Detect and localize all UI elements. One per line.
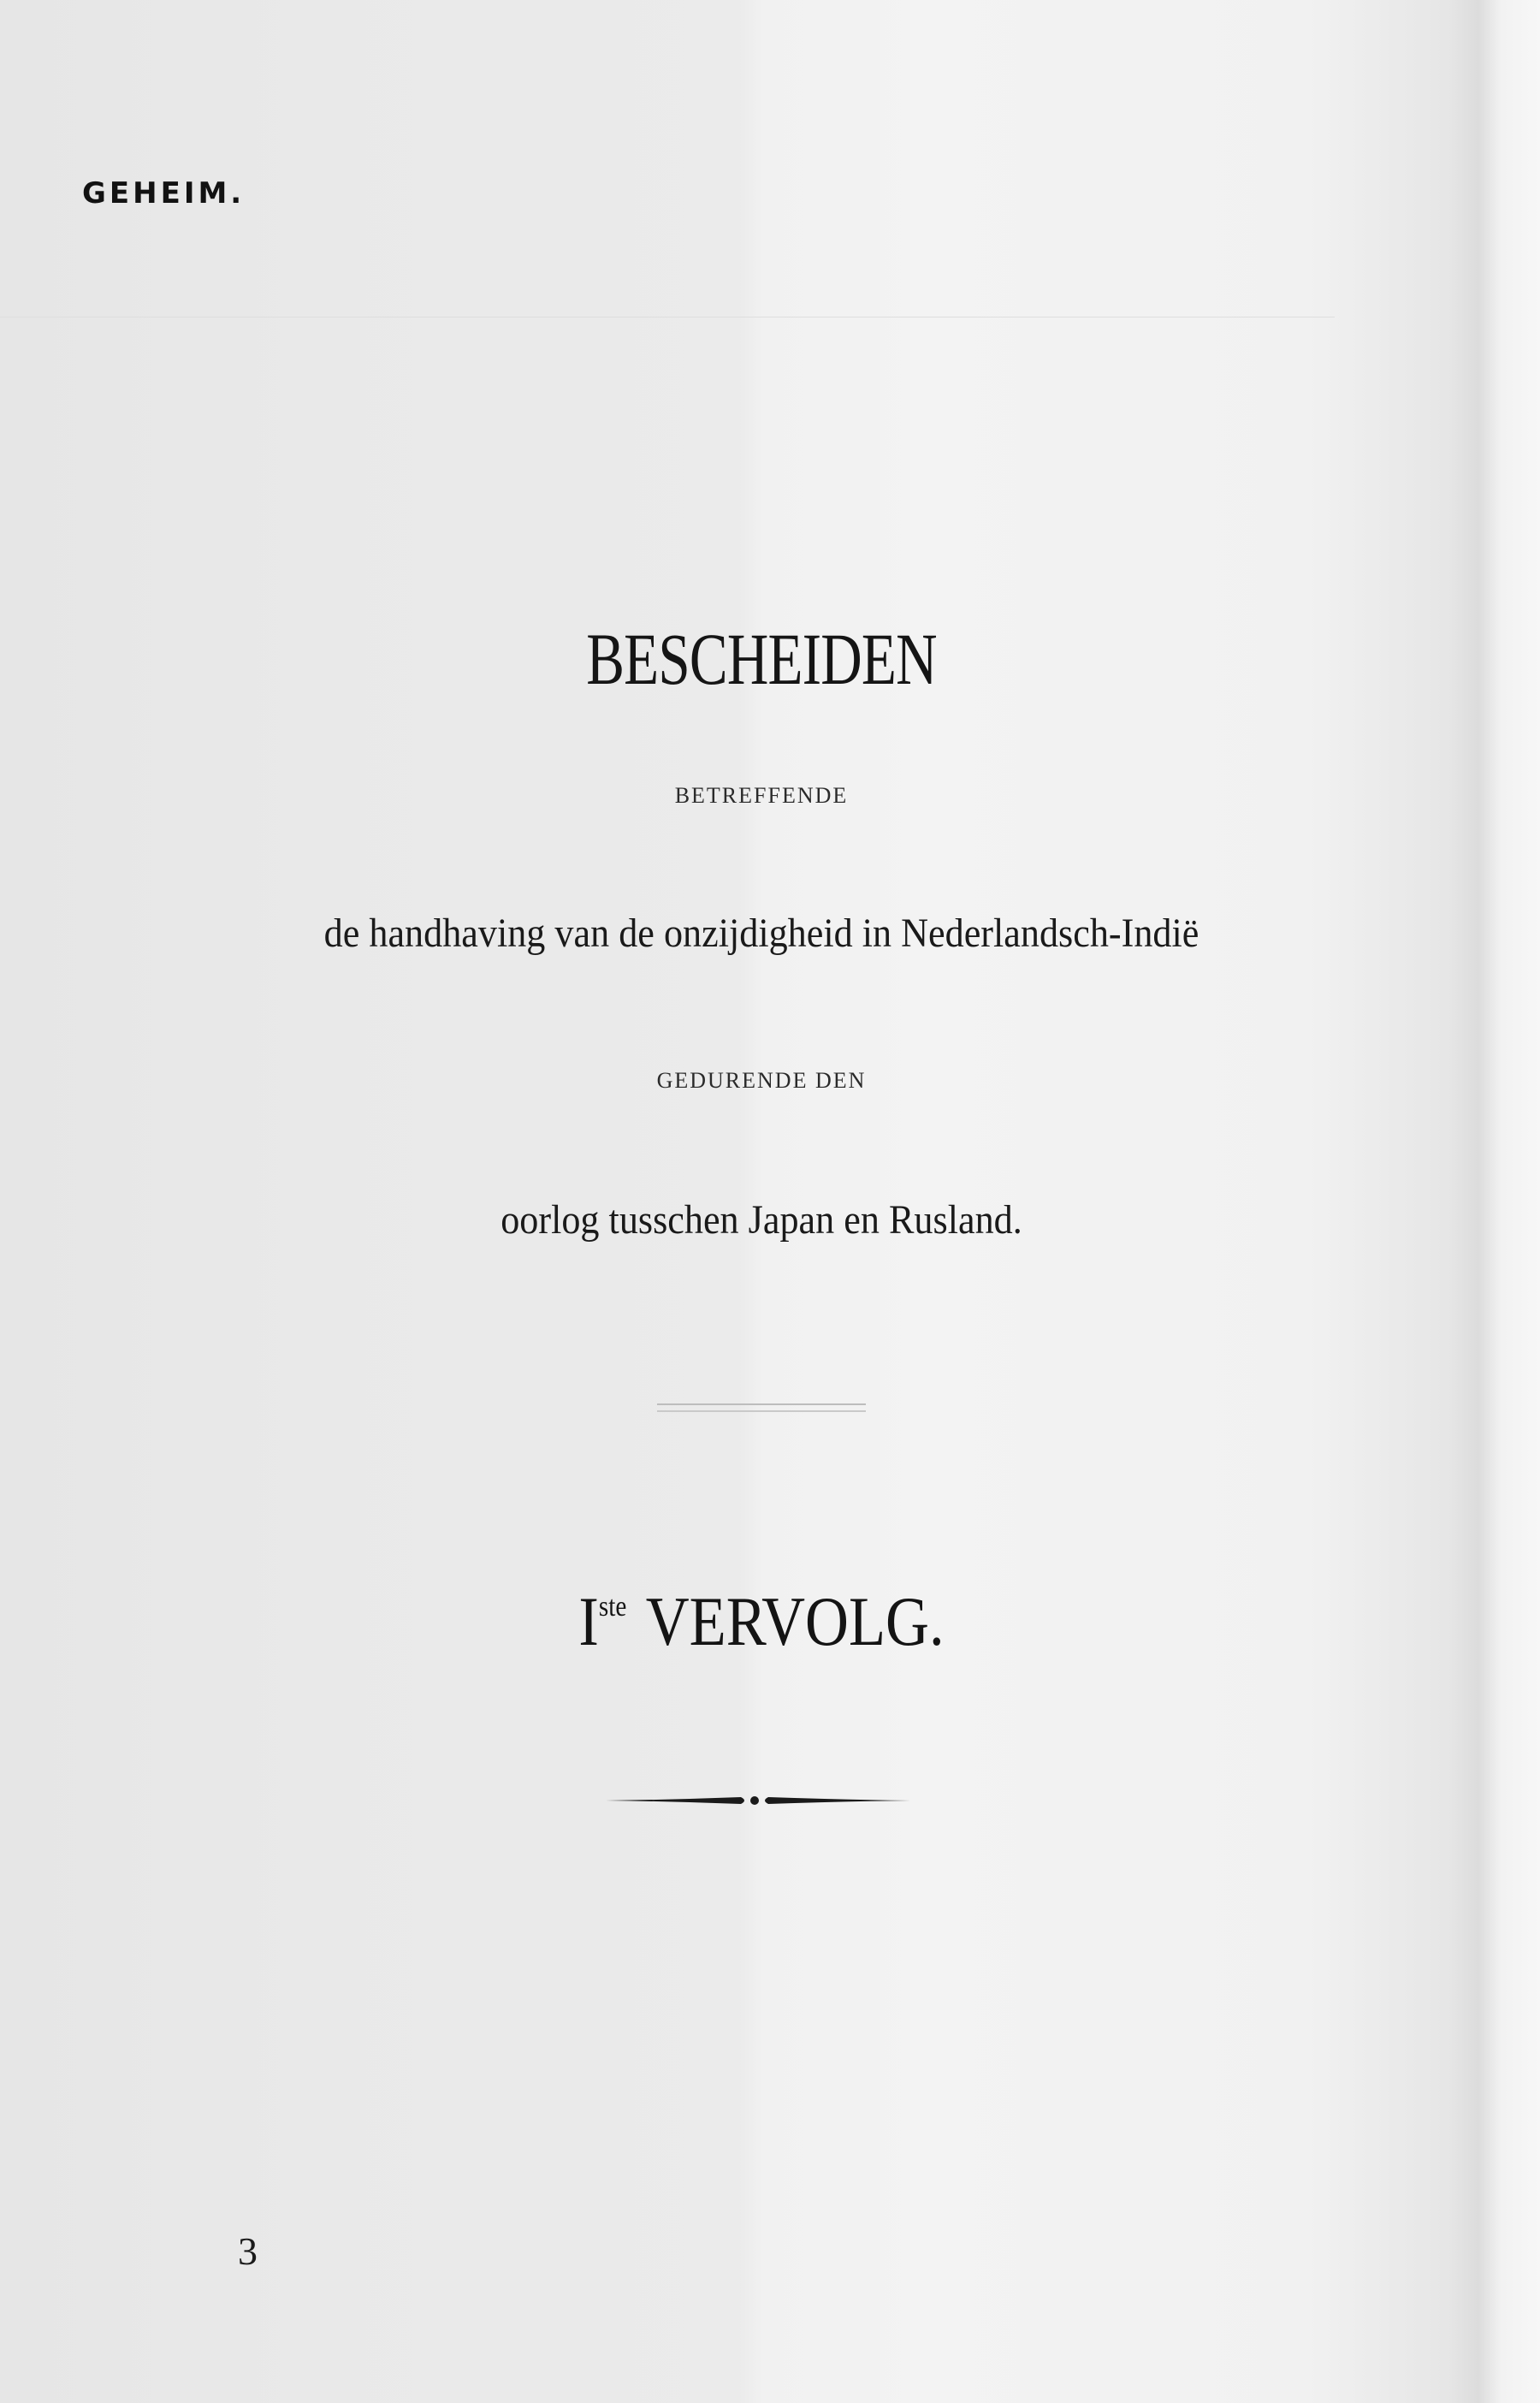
series-label: VERVOLG.	[645, 1582, 945, 1660]
war-line: oorlog tusschen Japan en Rusland.	[500, 1197, 1022, 1243]
series-heading	[107, 1581, 1417, 1662]
classification-stamp: GEHEIM.	[82, 176, 246, 211]
series-numeral: I	[578, 1582, 599, 1660]
connector-betreffende: BETREFFENDE	[674, 783, 849, 808]
series-ordinal: ste	[598, 1591, 627, 1623]
page-number: 3	[238, 2229, 258, 2273]
ornament-center-dot	[750, 1796, 759, 1805]
ornament-right-taper	[765, 1797, 910, 1804]
ornament-left-taper	[606, 1797, 744, 1804]
subject-line: de handhaving van de onzijdigheid in Nederlandsch-Indië	[323, 911, 1199, 956]
ornamental-rule	[604, 1790, 912, 1811]
document-title: BESCHEIDEN	[586, 618, 937, 700]
double-rule-divider	[657, 1403, 866, 1412]
connector-gedurende: GEDURENDE DEN	[656, 1068, 867, 1093]
